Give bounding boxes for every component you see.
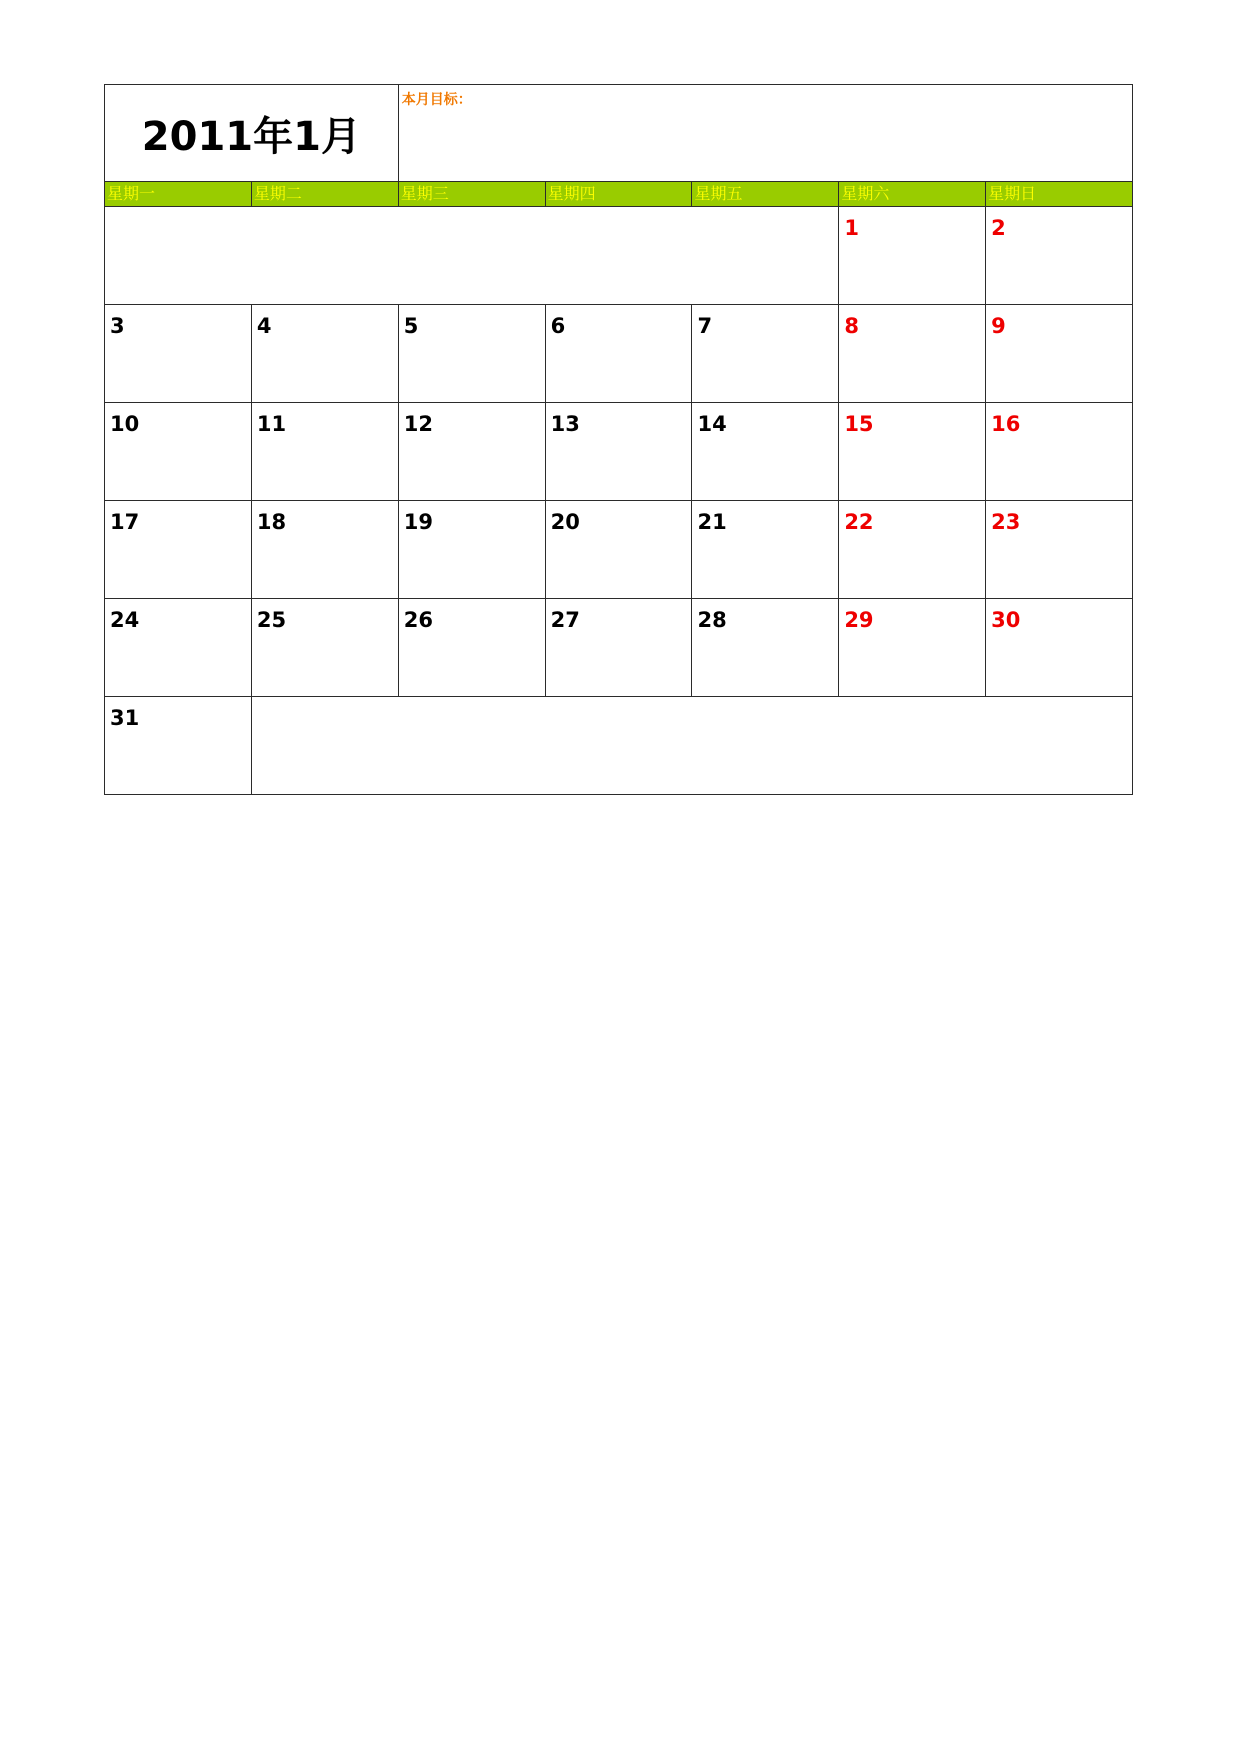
day-cell[interactable] xyxy=(545,305,692,403)
day-number: 14 xyxy=(697,412,727,436)
day-cell[interactable] xyxy=(692,501,839,599)
day-number: 13 xyxy=(550,412,580,436)
day-cell[interactable] xyxy=(398,501,545,599)
weekday-label: 星期五 xyxy=(694,184,743,203)
day-cell[interactable] xyxy=(692,403,839,501)
day-cell[interactable] xyxy=(105,305,252,403)
day-number: 7 xyxy=(697,314,713,338)
weekday-label: 星期二 xyxy=(253,184,302,203)
weekday-cell xyxy=(251,182,398,207)
monthly-goal-label: 本月目标： xyxy=(401,92,472,108)
weekday-cell xyxy=(692,182,839,207)
day-cell[interactable] xyxy=(105,501,252,599)
day-number: 16 xyxy=(991,412,1021,436)
day-number: 19 xyxy=(403,510,433,534)
day-number: 29 xyxy=(844,608,874,632)
day-number: 3 xyxy=(110,314,125,338)
weekday-cell xyxy=(839,182,986,207)
day-number: 26 xyxy=(403,608,433,632)
day-number: 2 xyxy=(991,216,1006,240)
day-number: 10 xyxy=(110,412,140,436)
day-cell[interactable] xyxy=(692,599,839,697)
day-number: 28 xyxy=(697,608,727,632)
day-number: 25 xyxy=(256,608,287,632)
day-cell[interactable] xyxy=(545,501,692,599)
day-cell[interactable] xyxy=(545,403,692,501)
day-number: 30 xyxy=(991,608,1021,632)
week-row-4 xyxy=(105,501,1133,599)
day-cell[interactable] xyxy=(251,403,398,501)
day-number: 8 xyxy=(844,314,859,338)
day-cell[interactable] xyxy=(986,501,1133,599)
month-calendar xyxy=(104,84,1133,795)
day-cell[interactable] xyxy=(839,403,986,501)
day-number: 4 xyxy=(256,314,272,338)
day-number: 23 xyxy=(991,510,1021,534)
month-title: 2011年1月 xyxy=(141,113,361,160)
day-number: 15 xyxy=(844,412,874,436)
day-number: 11 xyxy=(256,412,287,436)
day-number: 24 xyxy=(110,608,140,632)
weekday-label: 星期四 xyxy=(547,184,596,203)
day-cell[interactable] xyxy=(986,599,1133,697)
day-cell[interactable] xyxy=(251,501,398,599)
day-number: 6 xyxy=(550,314,566,338)
calendar-header-row xyxy=(105,85,1133,182)
day-number: 18 xyxy=(256,510,287,534)
day-cell[interactable] xyxy=(839,599,986,697)
day-number: 9 xyxy=(991,314,1006,338)
day-cell[interactable] xyxy=(251,599,398,697)
day-cell[interactable] xyxy=(105,697,252,795)
day-cell[interactable] xyxy=(986,207,1133,305)
weekday-label: 星期日 xyxy=(988,184,1037,203)
weekday-header-row xyxy=(105,182,1133,207)
day-number: 1 xyxy=(844,216,859,240)
week-row-6 xyxy=(105,697,1133,795)
weekday-label: 星期三 xyxy=(400,184,449,203)
day-cell[interactable] xyxy=(105,403,252,501)
day-number: 31 xyxy=(110,706,140,730)
day-number: 20 xyxy=(550,510,580,534)
empty-day-span xyxy=(105,207,839,305)
weekday-label: 星期一 xyxy=(107,184,156,203)
weekday-cell xyxy=(398,182,545,207)
empty-day-span xyxy=(251,697,1132,795)
day-number: 12 xyxy=(403,412,433,436)
day-number: 21 xyxy=(697,510,727,534)
day-cell[interactable] xyxy=(398,599,545,697)
month-title-cell xyxy=(105,85,399,182)
weekday-cell xyxy=(986,182,1133,207)
day-cell[interactable] xyxy=(398,403,545,501)
day-number: 17 xyxy=(110,510,140,534)
day-number: 5 xyxy=(403,314,419,338)
day-cell[interactable] xyxy=(839,501,986,599)
day-number: 22 xyxy=(844,510,874,534)
day-cell[interactable] xyxy=(105,599,252,697)
day-cell[interactable] xyxy=(839,305,986,403)
weekday-label: 星期六 xyxy=(841,184,890,203)
weekday-cell xyxy=(105,182,252,207)
day-cell[interactable] xyxy=(986,403,1133,501)
day-number: 27 xyxy=(550,608,580,632)
day-cell[interactable] xyxy=(398,305,545,403)
day-cell[interactable] xyxy=(986,305,1133,403)
monthly-goal-cell[interactable] xyxy=(398,85,1132,182)
week-row-5 xyxy=(105,599,1133,697)
day-cell[interactable] xyxy=(839,207,986,305)
week-row-3 xyxy=(105,403,1133,501)
day-cell[interactable] xyxy=(545,599,692,697)
week-row-1 xyxy=(105,207,1133,305)
day-cell[interactable] xyxy=(692,305,839,403)
week-row-2 xyxy=(105,305,1133,403)
weekday-cell xyxy=(545,182,692,207)
day-cell[interactable] xyxy=(251,305,398,403)
